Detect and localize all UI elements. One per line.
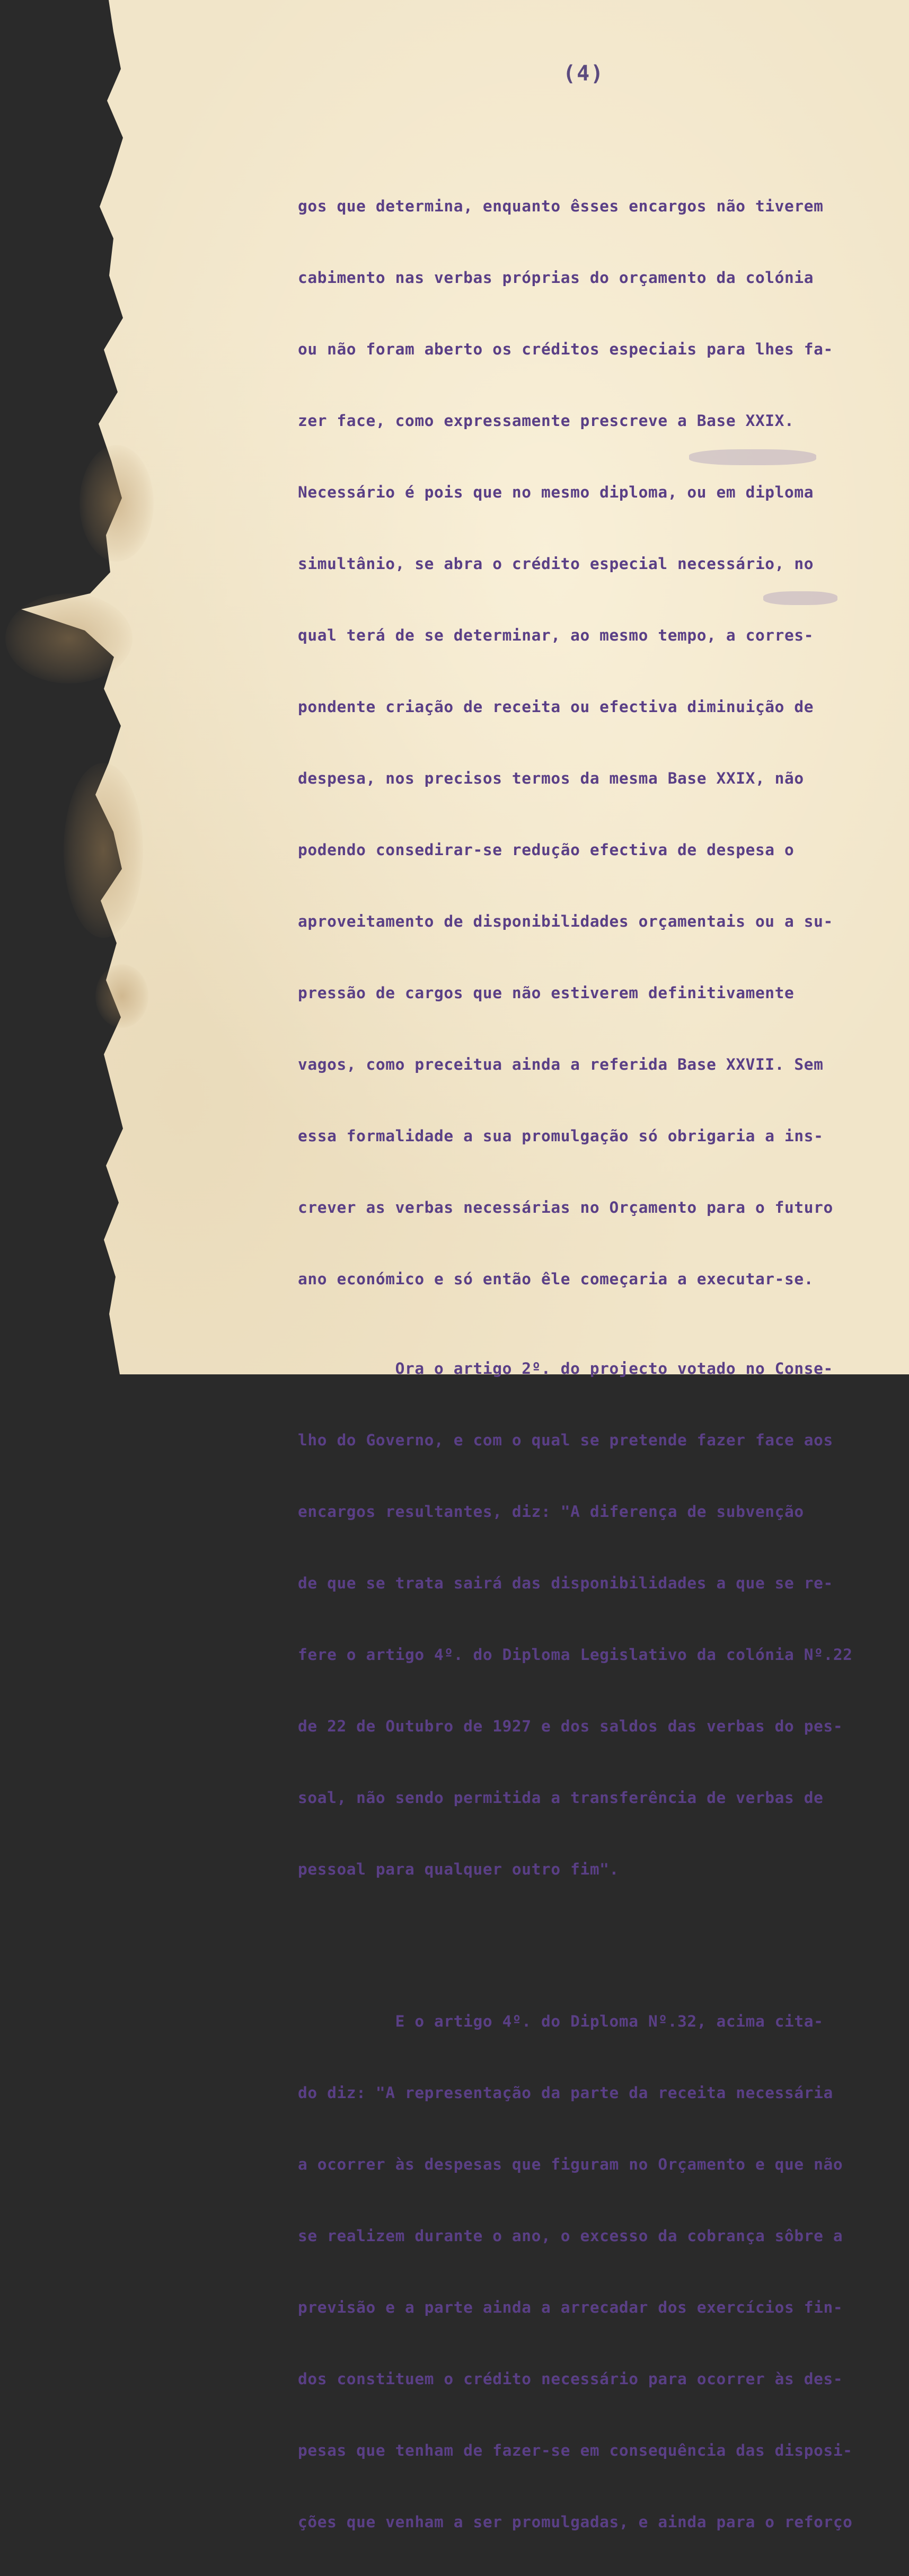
text-line: E o artigo 4º. do Diploma Nº.32, acima cita-	[298, 2012, 824, 2030]
text-line: de 22 de Outubro de 1927 e dos saldos das verbas do pes-	[298, 1717, 843, 1735]
text-line: Ora o artigo 2º. do projecto votado no Conse-	[298, 1360, 833, 1378]
text-line: dos constituem o crédito necessário para ocorrer às des-	[298, 2370, 843, 2388]
text-line: despesa, nos precisos termos da mesma Base XXIX, não	[298, 769, 804, 787]
text-line: previsão e a parte ainda a arrecadar dos exercícios fin-	[298, 2298, 843, 2316]
paper-stain	[80, 445, 154, 562]
text-line: soal, não sendo permitida a transferência de verbas de	[298, 1789, 824, 1807]
text-line: essa formalidade a sua promulgação só obrigaria a ins-	[298, 1127, 824, 1145]
text-line: podendo consedirar-se redução efectiva de despesa o	[298, 841, 795, 859]
text-line: vagos, como preceitua ainda a referida Base XXVII. Sem	[298, 1055, 824, 1073]
text-line: crever as verbas necessárias no Orçamento para o futuro	[298, 1198, 833, 1216]
text-line: pressão de cargos que não estiverem definitivamente	[298, 984, 795, 1002]
text-line: gos que determina, enquanto êsses encargos não tiverem	[298, 197, 824, 215]
page-number: (4)	[563, 61, 605, 86]
text-line: pondente criação de receita ou efectiva diminuição de	[298, 698, 814, 716]
text-line: encargos resultantes, diz: "A diferença de subvenção	[298, 1503, 804, 1521]
text-line: zer face, como expressamente prescreve a Base XXIX.	[298, 412, 795, 430]
text-line: a ocorrer às despesas que figuram no Orçamento e que não	[298, 2155, 843, 2173]
torn-paper-edge	[0, 0, 191, 1374]
paper-stain	[5, 593, 133, 683]
text-line: se realizem durante o ano, o excesso da cobrança sôbre a	[298, 2227, 843, 2245]
text-line: Necessário é pois que no mesmo diploma, ou em diploma	[298, 483, 814, 501]
text-line: simultânio, se abra o crédito especial necessário, no	[298, 555, 814, 573]
text-line: ano económico e só então êle começaria a executar-se.	[298, 1270, 814, 1288]
paragraph-gap	[298, 1941, 897, 1950]
text-line: lho do Governo, e com o qual se pretende fazer face aos	[298, 1431, 833, 1449]
text-line: qual terá de se determinar, ao mesmo tempo, a corres-	[298, 626, 814, 644]
text-line: aproveitamento de disponibilidades orçamentais ou a su-	[298, 912, 833, 930]
paper-stain	[64, 763, 143, 938]
text-line: pessoal para qualquer outro fim".	[298, 1860, 619, 1878]
text-line: fere o artigo 4º. do Diploma Legislativo da colónia Nº.22	[298, 1646, 853, 1664]
paper-stain	[95, 964, 148, 1028]
text-line: de que se trata sairá das disponibilidades a que se re-	[298, 1574, 833, 1592]
text-line: do diz: "A representação da parte da receita necessária	[298, 2084, 833, 2102]
text-line: ou não foram aberto os créditos especiais para lhes fa-	[298, 340, 833, 358]
typewritten-body	[298, 153, 897, 2576]
text-line: cabimento nas verbas próprias do orçamento da colónia	[298, 269, 814, 287]
text-line: ções que venham a ser promulgadas, e ainda para o reforço	[298, 2513, 853, 2531]
text-line: pesas que tenham de fazer-se em consequência das disposi-	[298, 2441, 853, 2459]
